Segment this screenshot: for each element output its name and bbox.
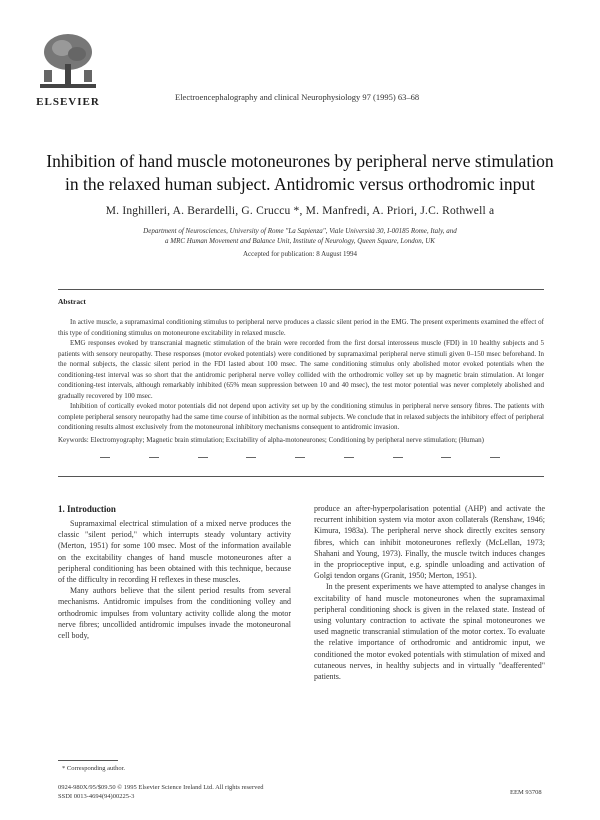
body-paragraph: produce an after-hyperpolarisation potential (AHP) and activate the recurrent inhibition system via motor axon collaterals (Renshaw, 1946; Kimura, 1983a). The peripheral nerve shock directly excites sensory fibres, which can inhibit motoneurones reflexly (McLellan, 1973; Shahani and Young, 1973). Finally, the muscle twitch induces changes in the proprioceptive input, e.g. spindle unloading and activation of Golgi tendon organs (Granit, 1950; Merton, 1951).	[314, 504, 545, 581]
affiliation-2: a MRC Human Movement and Balance Unit, Institute of Neurology, Queen Square, London, UK	[165, 237, 435, 245]
body-paragraph: In the present experiments we have attempted to analyse changes in excitability of hand muscle motoneurones when the supramaximal peripheral conditioning shock is given in the relaxed state. Instead of using voluntary contraction to activate the spinal motoneurones we used magnetic transcranial stimulation of the motor cortex. To evaluate the relative importance of orthodromic and antidromic input, we conditioned the motor evoked potentials with stimulation of mixed and cutaneous nerves, in healthy subjects and in virtually "deafferented" patients.	[314, 582, 545, 682]
body-paragraph: Supramaximal electrical stimulation of a mixed nerve produces the classic "silent period," which interrupts steady voluntary activity (Merton, 1951) for some 100 msec. Most of the information available on the excitability changes of hand muscle motoneurones after a peripheral conditioning has been obtained with this technique, because of the difficulty in recording H reflexes in these muscles.	[58, 519, 291, 585]
journal-line: Electroencephalography and clinical Neurophysiology 97 (1995) 63–68	[175, 92, 420, 102]
keywords: Keywords: Electromyography; Magnetic brain stimulation; Excitability of alpha-motoneurones; Conditioning by peripheral nerve stimulation; (Human)	[58, 436, 484, 444]
right-column	[314, 503, 545, 682]
abstract-paragraph: EMG responses evoked by transcranial magnetic stimulation of the brain were recorded from the first dorsal interosseus muscle (FDI) in 10 healthy subjects and 5 patients with sensory neuropathy. These responses (motor evoked potentials) were conditioned by supramaximal peripheral nerve stimuli given 0–150 msec beforehand. In the normal subjects, the classic silent period in the FDI lasted about 100 msec. The same conditioning stimulus only abolished motor evoked potentials when the conditioning-test interval was so short that the antidromic peripheral nerve volley collided with the orthodromic volley set up by magnetic brain stimulation. At longer conditioning-test intervals, although remarkably inhibited (65% mean suppression between 10 and 40 msec), the test motor potential was never completely abolished and gradually recovered by 100 msec.	[58, 339, 544, 400]
copyright	[58, 783, 264, 801]
divider	[58, 476, 544, 477]
affiliation-1: Department of Neurosciences, University of Rome "La Sapienza", Viale Università 30, I-00185 Rome, Italy, and	[143, 227, 457, 235]
author-list: M. Inghilleri, A. Berardelli, G. Cruccu *, M. Manfredi, A. Priori, J.C. Rothwell a	[105, 205, 495, 217]
section-heading: 1. Introduction	[58, 504, 116, 514]
abstract-paragraph: In active muscle, a supramaximal conditioning stimulus to peripheral nerve produces a classic silent period in the EMG. The present experiments examined the effect of this type of conditioning stimulus on motoneurone excitability in relaxed muscle.	[58, 318, 544, 337]
abstract-heading: Abstract	[58, 297, 86, 306]
publisher-name: ELSEVIER	[36, 96, 100, 108]
left-column	[58, 518, 291, 641]
accepted-date: Accepted for publication: 8 August 1994	[242, 250, 358, 258]
footnote: * Corresponding author.	[62, 765, 126, 772]
ssdi-line: SSDI 0013-4694(94)00225-3	[58, 793, 135, 800]
abstract-body	[58, 317, 544, 433]
paper-title: Inhibition of hand muscle motoneurones by peripheral nerve stimulation in the relaxed human subject. Antidromic versus orthodromic input	[46, 151, 554, 194]
divider	[58, 289, 544, 290]
body-paragraph: Many authors believe that the silent period results from several mechanisms. Antidromic impulses from the conditioning volley and orthodromic impulses from voluntary activity collide along the motor nerve fibres; uncollided antidromic impulses invade the motoneuronal cell body,	[58, 586, 291, 641]
separator-dashes	[100, 457, 500, 458]
publisher-logo	[32, 30, 104, 108]
abstract-paragraph: Inhibition of cortically evoked motor potentials did not depend upon activity set up by the conditioning stimulus in peripheral nerve sensory fibres. The patients with complete peripheral sensory neuropathy had the same time course of inhibition as the normal subjects. We conclude that in relaxed subjects the inhibitory effect of peripheral conditioning results almost exclusively from the motoneuronal inhibitory mechanisms consequent to antidromic invasion.	[58, 402, 544, 431]
copyright-line: 0924-980X/95/$09.50 © 1995 Elsevier Science Ireland Ltd. All rights reserved	[58, 784, 264, 791]
affiliations	[40, 226, 560, 246]
footnote-rule	[58, 760, 118, 761]
ssdi-code: EEM 93708	[510, 789, 542, 796]
elsevier-tree-icon	[32, 30, 104, 94]
